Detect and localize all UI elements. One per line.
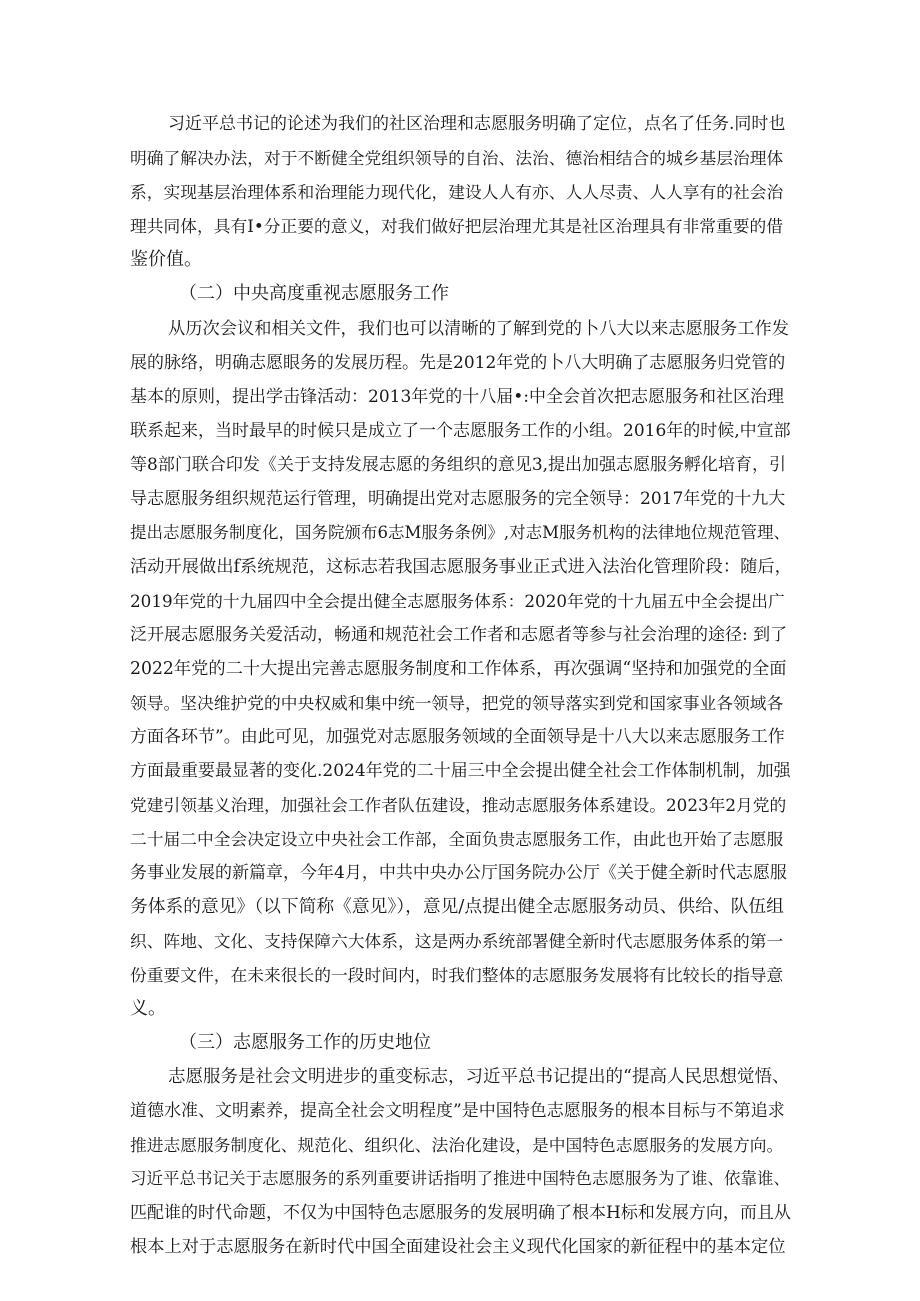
paragraph3-line: 推进志愿服务制度化、规范化、组织化、法治化建设，是中国特色志愿服务的发展方向。 <box>130 1135 784 1155</box>
paragraph2-line: 基本的原则，提出学击锋活动：2013年党的十八届•:中全会首次把志愿服务和社区治理 <box>130 387 785 407</box>
paragraph2-line: 义。 <box>130 998 166 1019</box>
paragraph3-line: 匹配谁的时代命题，不仅为中国特色志愿服务的发展明确了根本H标和发展方向，而且从 <box>130 1203 791 1223</box>
paragraph2-line: 方面各环节”。由此可见，加强党对志愿服务领域的全面领导是十八大以来志愿服务工作 <box>130 727 785 747</box>
paragraph2-line: 从历次会议和相关文件，我们也可以清晰的了解到党的卜八大以来志愿服务工作发 <box>168 319 790 339</box>
paragraph3-line: 志愿服务是社会文明进步的重变标志，习近平总书记提出的“提高人民思想觉悟、 <box>168 1067 790 1087</box>
paragraph2-line: 方面最重要最显著的变化.2024年党的二十届三中全会提出健全社会工作体制机制，加强 <box>130 761 791 781</box>
paragraph2-line: 导志愿服务组织规范运行管理，明确提出党对志愿服务的完全领导：2017年党的十九大 <box>130 489 786 509</box>
paragraph2-line: 提出志愿服务制度化，国务院颁布6志M服务条例》,对志M服务机构的法律地位规范管理、 <box>130 523 791 542</box>
paragraph1-line: 理共同体，具有I•分正要的意义，对我们做好把层治理尤其是社区治理具有非常重要的借 <box>130 216 783 236</box>
paragraph3-line: 习近平总书记关于志愿服务的系列重要讲话指明了推进中国特色志愿服务为了谁、依靠谁、 <box>130 1169 790 1188</box>
paragraph2-line: 党建引领基义治理，加强社会工作者队伍建设，推动志愿服务体系建设。2023年2月党的 <box>130 795 787 815</box>
paragraph2-line: 领导。坚决维护党的中央权威和集中统一领导，把党的领导落实到党和国家事业各领域各 <box>130 693 784 713</box>
section-heading-2: （二）中央高度重视志愿服务工作 <box>179 283 449 304</box>
paragraph1-line: 系，实现基层治理体系和治理能力现代化，建设人人有亦、人人尽责、人人享有的社会治 <box>130 182 784 202</box>
paragraph2-line: 泛开展志愿服务关爱活动，畅通和规范社会工作者和志愿者等参与社会治理的途径: 到了 <box>130 625 788 645</box>
paragraph3-line: 道德水准、文明素养，提高全社会文明程度”是中国特色志愿服务的根本目标与不第追求 <box>130 1101 785 1121</box>
paragraph2-line: 二十届二中全会决定设立中央社会工作部，全面负贵志愿服务工作，由此也开始了志愿服 <box>130 829 784 849</box>
paragraph3-line: 根本上对于志愿服务在新时代中国全面建设社会主义现代化国家的新征程中的基本定位 <box>130 1237 786 1257</box>
paragraph2-line: 2022年党的二十大提出完善志愿服务制度和工作体系，再次强调“坚持和加强党的全面 <box>130 659 787 679</box>
paragraph2-line: 2019年党的十九届四中全会提出健全志愿服务体系：2020年党的十九届五中全会提出广 <box>130 591 785 611</box>
paragraph1-line: 鉴价值。 <box>130 249 202 270</box>
paragraph1-line: 习近平总书记的论述为我们的社区治理和志愿服务明确了定位，点名了任务.同时也 <box>168 114 786 134</box>
paragraph1-line: 明确了解决办法，对于不断健全党组织领导的自治、法治、德治相结合的城乡基层治理体 <box>130 148 784 168</box>
paragraph2-line: 务体系的意见》（以下简称《意见》），意见/点提出健全志愿服务动员、供给、队伍组 <box>130 897 784 917</box>
paragraph2-line: 等8部门联合印发《关于支持发展志愿的务组织的意见3,提出加强志愿服务孵化培育，引 <box>130 455 787 475</box>
paragraph2-line: 务事业发展的新篇章，今年4月，中共中央办公厅国务院办公厅《关于健全新时代志愿服 <box>130 863 787 883</box>
paragraph2-line: 展的脉络，明确志愿眼务的发展历程。先是2012年党的卜八大明确了志愿服务归党管的 <box>130 353 786 373</box>
section-heading-3: （三）志愿服务工作的历史地位 <box>179 1032 431 1053</box>
paragraph2-line: 活动开展做出f系统规范，这标志若我国志愿服务事业正式进入法治化管理阶段：随后， <box>130 557 792 577</box>
paragraph2-line: 织、阵地、文化、支持保障六大体系，这是两办系统部署健全新时代志愿服务体系的第一 <box>130 931 784 951</box>
paragraph2-line: 份重要文件，在未来很长的一段时间内，时我们整体的志愿服务发展将有比较长的指导意 <box>130 965 784 985</box>
paragraph2-line: 联系起来，当时最早的时候只是成立了一个志愿服务工作的小组。2016年的时候,中宣部 <box>130 421 791 441</box>
